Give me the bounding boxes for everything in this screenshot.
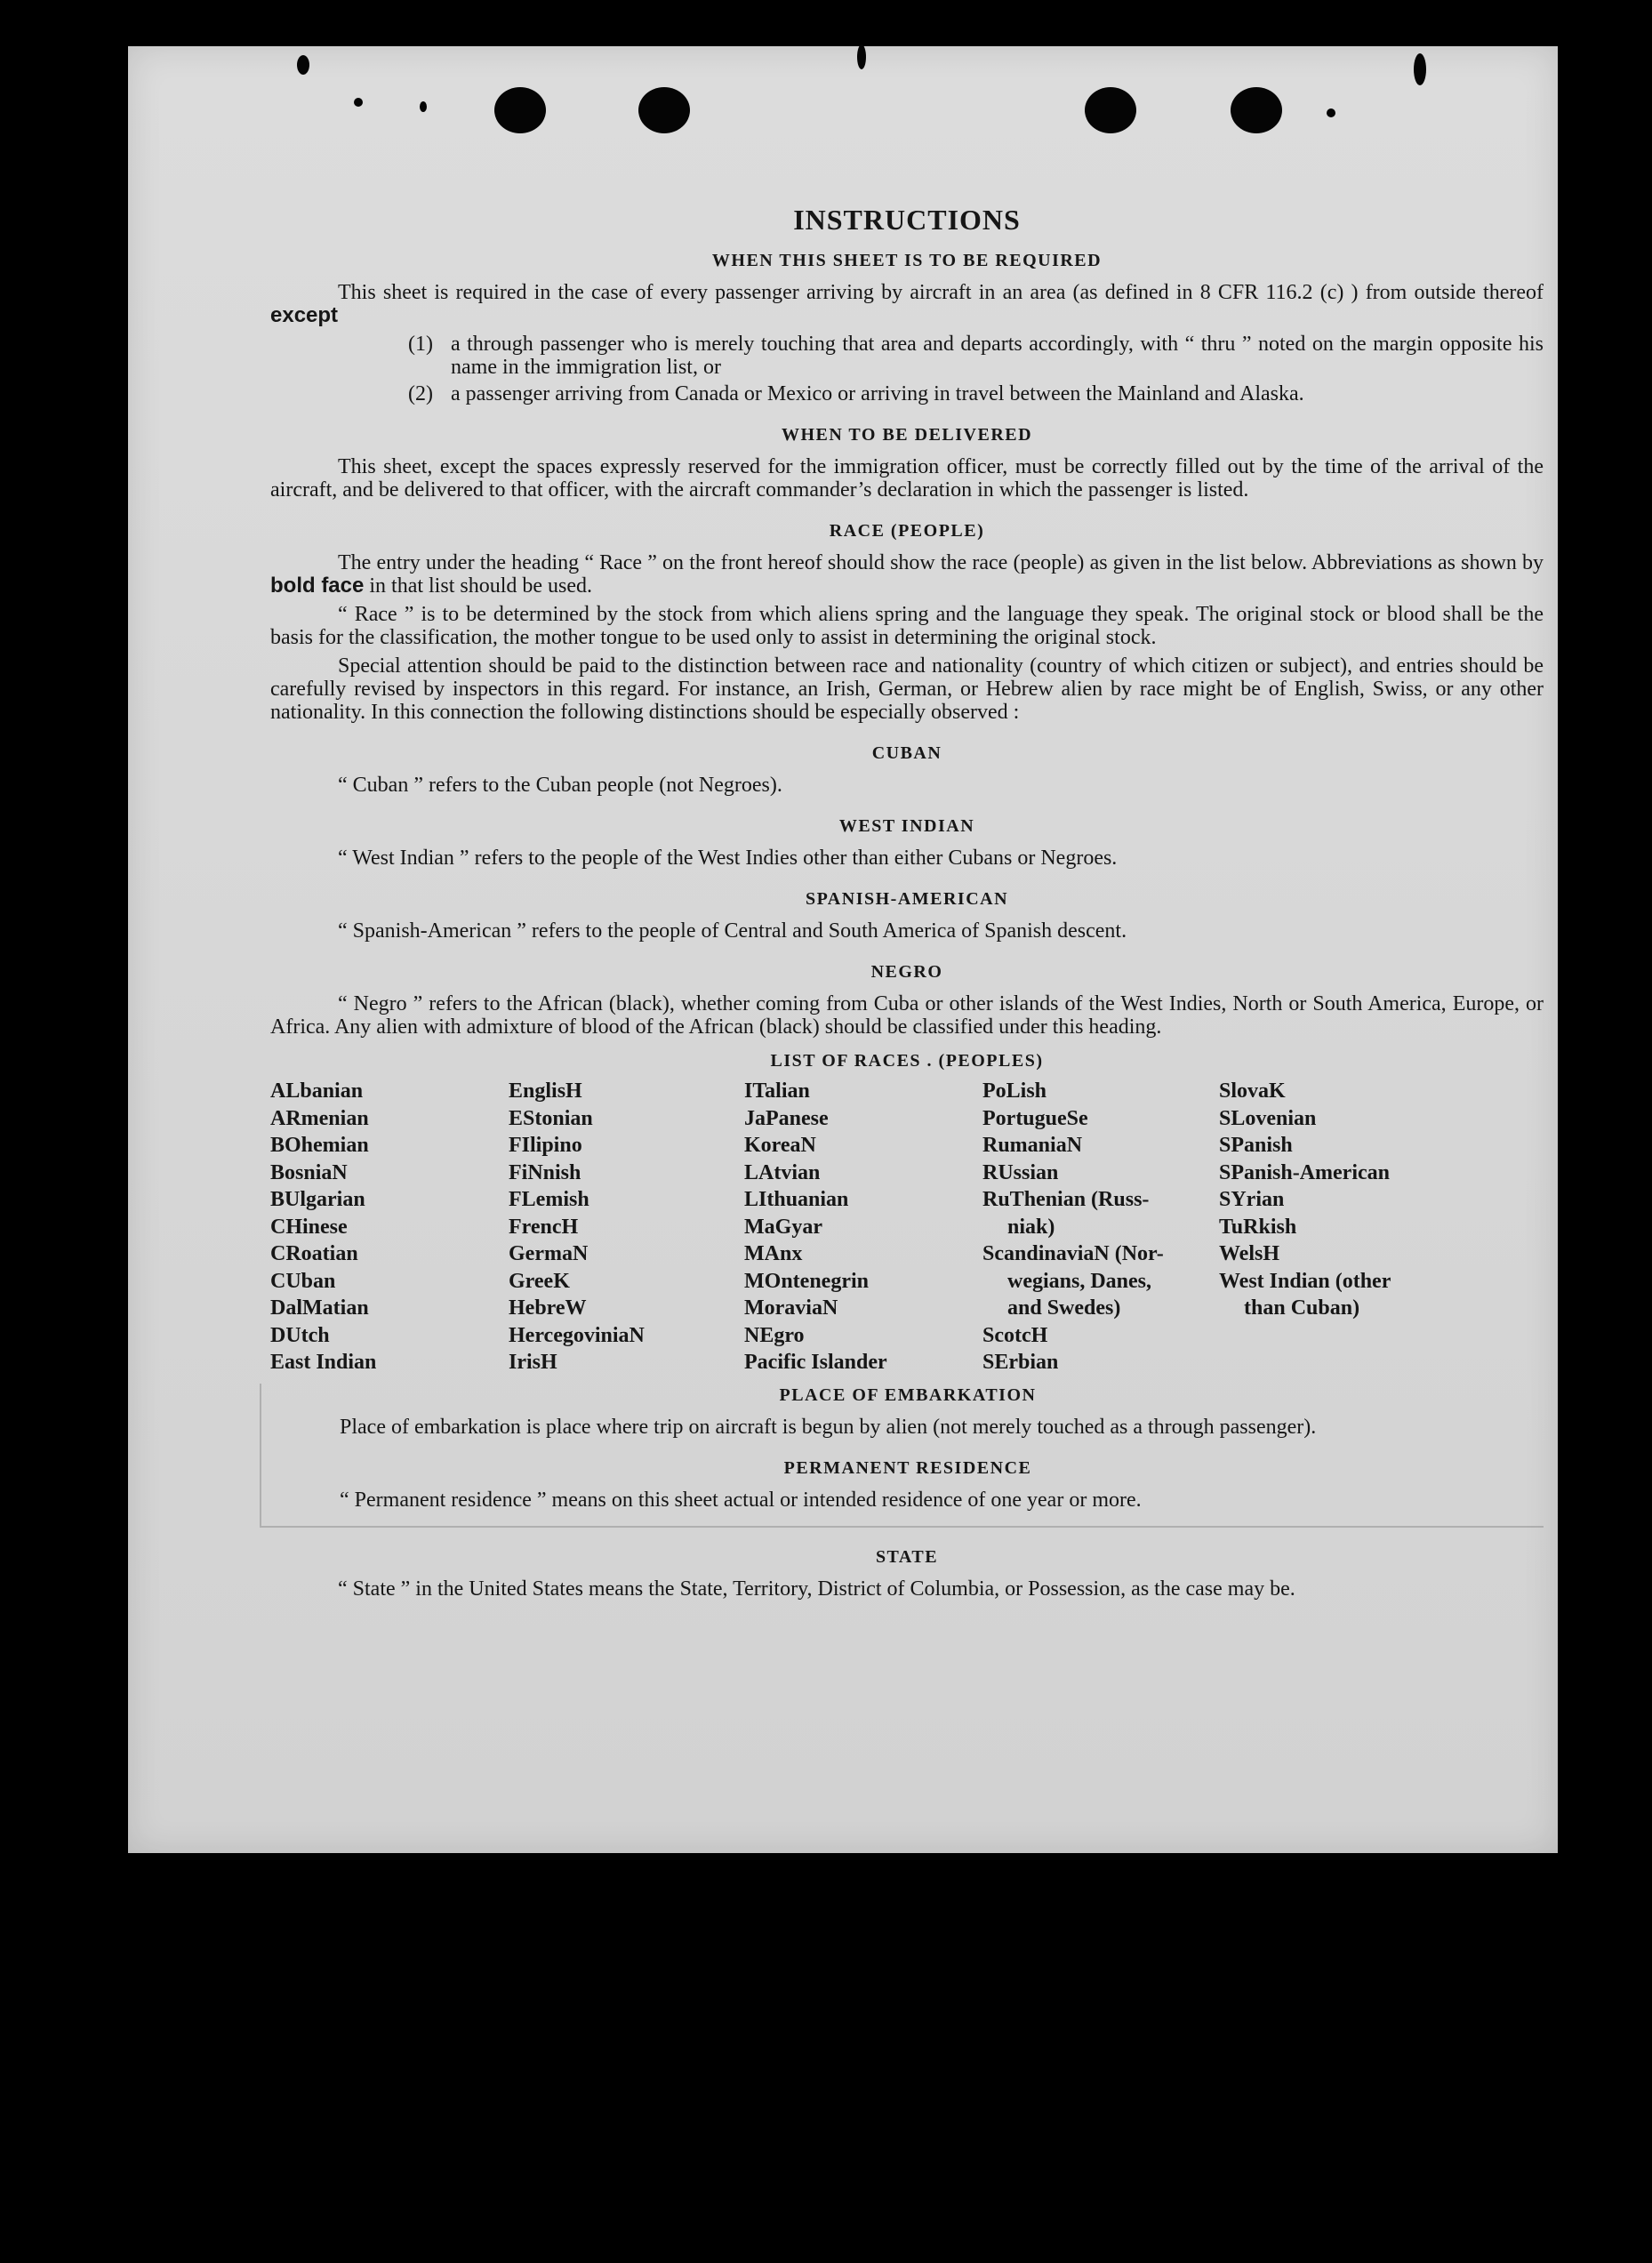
race-item: EnglisH <box>509 1079 582 1103</box>
race-item: RumaniaN <box>982 1134 1083 1157</box>
races-column-5 <box>1219 1078 1432 1376</box>
embarkation-residence-box <box>260 1384 1544 1528</box>
race-item: PoLish <box>982 1079 1047 1103</box>
race-item: ScandinaviaN (Nor- <box>982 1242 1164 1265</box>
race-item: DalMatian <box>270 1296 369 1320</box>
race-item: TuRkish <box>1219 1215 1297 1239</box>
ink-speck <box>354 98 363 107</box>
race-item: BosniaN <box>270 1160 348 1184</box>
race-item: wegians, Danes, <box>1007 1269 1152 1293</box>
race-item: FiNnish <box>509 1160 581 1184</box>
race-item: GermaN <box>509 1242 589 1265</box>
race-item: JaPanese <box>744 1106 829 1130</box>
race-item: CHinese <box>270 1215 348 1239</box>
race-item: ARmenian <box>270 1106 369 1130</box>
page-title: INSTRUCTIONS <box>793 204 1021 236</box>
race-item: MoraviaN <box>744 1296 838 1320</box>
race-item: HebreW <box>509 1296 587 1320</box>
race-item: FLemish <box>509 1188 589 1211</box>
races-column-2 <box>509 1078 744 1376</box>
punch-hole <box>1085 87 1136 133</box>
race-item: FrencH <box>509 1215 579 1239</box>
race-item: PortugueSe <box>982 1106 1088 1130</box>
exception-text: a through passenger who is merely touching that area and departs accordingly, with “ thru ” noted on the margin opposite his name in the immigration list, or <box>451 333 1544 379</box>
race-item: SlovaK <box>1219 1079 1286 1103</box>
race-item: SErbian <box>982 1351 1059 1374</box>
spanish-american-paragraph: “ Spanish-American ” refers to the people of Central and South America of Spanish descent. <box>338 919 1127 943</box>
race-item: SLovenian <box>1219 1106 1317 1130</box>
state-paragraph: “ State ” in the United States means the State, Territory, District of Columbia, or Possession, as the case may be. <box>338 1577 1295 1601</box>
race-paragraph-1 <box>270 551 1544 598</box>
heading-when-delivered: WHEN TO BE DELIVERED <box>781 425 1033 445</box>
heading-west-indian: WEST INDIAN <box>838 816 975 836</box>
race-item: BUlgarian <box>270 1188 365 1211</box>
race-p1-before: The entry under the heading “ Race ” on the front hereof should show the race (people) as given in the list below. Abbreviations as shown by <box>338 551 1544 574</box>
race-paragraph-3: Special attention should be paid to the distinction between race and nationality (country of which citizen or subject), and entries should be carefully revised by inspectors in this regard. For instance, an Irish, German, or Hebrew alien by race might be of English, Swiss, or any other nationality. In this connection the following distinctions should be especially observed : <box>270 654 1544 724</box>
ink-speck <box>857 44 866 69</box>
residence-paragraph: “ Permanent residence ” means on this sheet actual or intended residence of one year or more. <box>340 1488 1142 1512</box>
cuban-paragraph: “ Cuban ” refers to the Cuban people (not Negroes). <box>338 774 782 797</box>
punch-hole <box>494 87 546 133</box>
race-p1-bold: bold face <box>270 574 365 598</box>
embarkation-paragraph: Place of embarkation is place where trip on aircraft is begun by alien (not merely touched as a through passenger). <box>340 1415 1317 1439</box>
race-item: niak) <box>1007 1215 1055 1239</box>
race-item: HercegoviniaN <box>509 1323 645 1347</box>
race-item: East Indian <box>270 1351 377 1374</box>
ink-speck <box>1414 53 1426 85</box>
race-item: ALbanian <box>270 1079 364 1103</box>
required-paragraph <box>270 281 1544 327</box>
race-item: West Indian (other <box>1219 1269 1391 1293</box>
race-item: WelsH <box>1219 1242 1280 1265</box>
heading-cuban: CUBAN <box>871 743 942 763</box>
race-item: FIlipino <box>509 1134 582 1157</box>
ink-speck <box>1327 108 1335 117</box>
race-p1-after: in that list should be used. <box>369 574 593 598</box>
race-item: LIthuanian <box>744 1188 849 1211</box>
ink-speck <box>420 101 427 112</box>
race-item: CRoatian <box>270 1242 358 1265</box>
heading-when-required: WHEN THIS SHEET IS TO BE REQUIRED <box>711 251 1103 270</box>
races-list <box>270 1078 1544 1376</box>
heading-state: STATE <box>875 1546 939 1567</box>
heading-negro: NEGRO <box>870 962 943 982</box>
delivered-paragraph: This sheet, except the spaces expressly reserved for the immigration officer, must be correctly filled out by the time of the arrival of the aircraft, and be delivered to that officer, with the aircraft commander’s declaration in which the passenger is listed. <box>270 455 1544 502</box>
race-item: EStonian <box>509 1106 593 1130</box>
exception-item <box>408 382 1544 405</box>
race-item: CUban <box>270 1269 336 1293</box>
races-column-3 <box>744 1078 982 1376</box>
race-item: GreeK <box>509 1269 570 1293</box>
race-item: MaGyar <box>744 1215 822 1239</box>
exception-text: a passenger arriving from Canada or Mexico or arriving in travel between the Mainland and Alaska. <box>451 382 1304 405</box>
race-item: NEgro <box>744 1323 805 1347</box>
document-page <box>128 46 1558 1853</box>
exception-number: (1) <box>408 333 433 356</box>
races-column-1 <box>270 1078 509 1376</box>
races-column-4 <box>982 1078 1219 1376</box>
required-except: except <box>270 303 339 327</box>
exception-number: (2) <box>408 382 433 405</box>
race-item: DUtch <box>270 1323 330 1347</box>
punch-hole <box>638 87 690 133</box>
ink-speck <box>297 55 309 75</box>
heading-embarkation: PLACE OF EMBARKATION <box>779 1384 1037 1405</box>
heading-race: RACE (PEOPLE) <box>829 521 985 541</box>
punch-hole <box>1231 87 1282 133</box>
race-item: SYrian <box>1219 1188 1285 1211</box>
race-item: BOhemian <box>270 1134 369 1157</box>
race-item: Pacific Islander <box>744 1351 887 1374</box>
race-item: MAnx <box>744 1242 803 1265</box>
race-item: LAtvian <box>744 1160 821 1184</box>
heading-list-of-races: LIST OF RACES . (PEOPLES) <box>770 1051 1044 1071</box>
required-intro: This sheet is required in the case of every passenger arriving by aircraft in an area (as defined in 8 CFR 116.2 (c) ) from outside thereof <box>338 281 1544 304</box>
race-item: SPanish <box>1219 1134 1293 1157</box>
race-item: IrisH <box>509 1351 557 1374</box>
race-item: RuThenian (Russ- <box>982 1188 1150 1211</box>
race-item: SPanish-American <box>1219 1160 1390 1184</box>
race-item: ScotcH <box>982 1323 1048 1347</box>
heading-spanish-american: SPANISH-AMERICAN <box>805 889 1009 909</box>
negro-paragraph: “ Negro ” refers to the African (black), whether coming from Cuba or other islands of the West Indies, North or South America, Europe, or Africa. Any alien with admixture of blood of the African (black) should be classified under this heading. <box>270 992 1544 1039</box>
race-item: ITalian <box>744 1079 810 1103</box>
race-item: RUssian <box>982 1160 1059 1184</box>
race-item: KoreaN <box>744 1134 816 1157</box>
instructions-content <box>270 160 1544 1606</box>
race-item: and Swedes) <box>1007 1296 1121 1320</box>
west-indian-paragraph: “ West Indian ” refers to the people of the West Indies other than either Cubans or Negroes. <box>338 847 1118 870</box>
race-item: MOntenegrin <box>744 1269 869 1293</box>
heading-residence: PERMANENT RESIDENCE <box>783 1457 1032 1478</box>
exception-item <box>408 333 1544 379</box>
race-paragraph-2: “ Race ” is to be determined by the stock from which aliens spring and the language they speak. The original stock or blood shall be the basis for the classification, the mother tongue to be used only to assist in determining the original stock. <box>270 603 1544 649</box>
race-item: than Cuban) <box>1244 1296 1360 1320</box>
